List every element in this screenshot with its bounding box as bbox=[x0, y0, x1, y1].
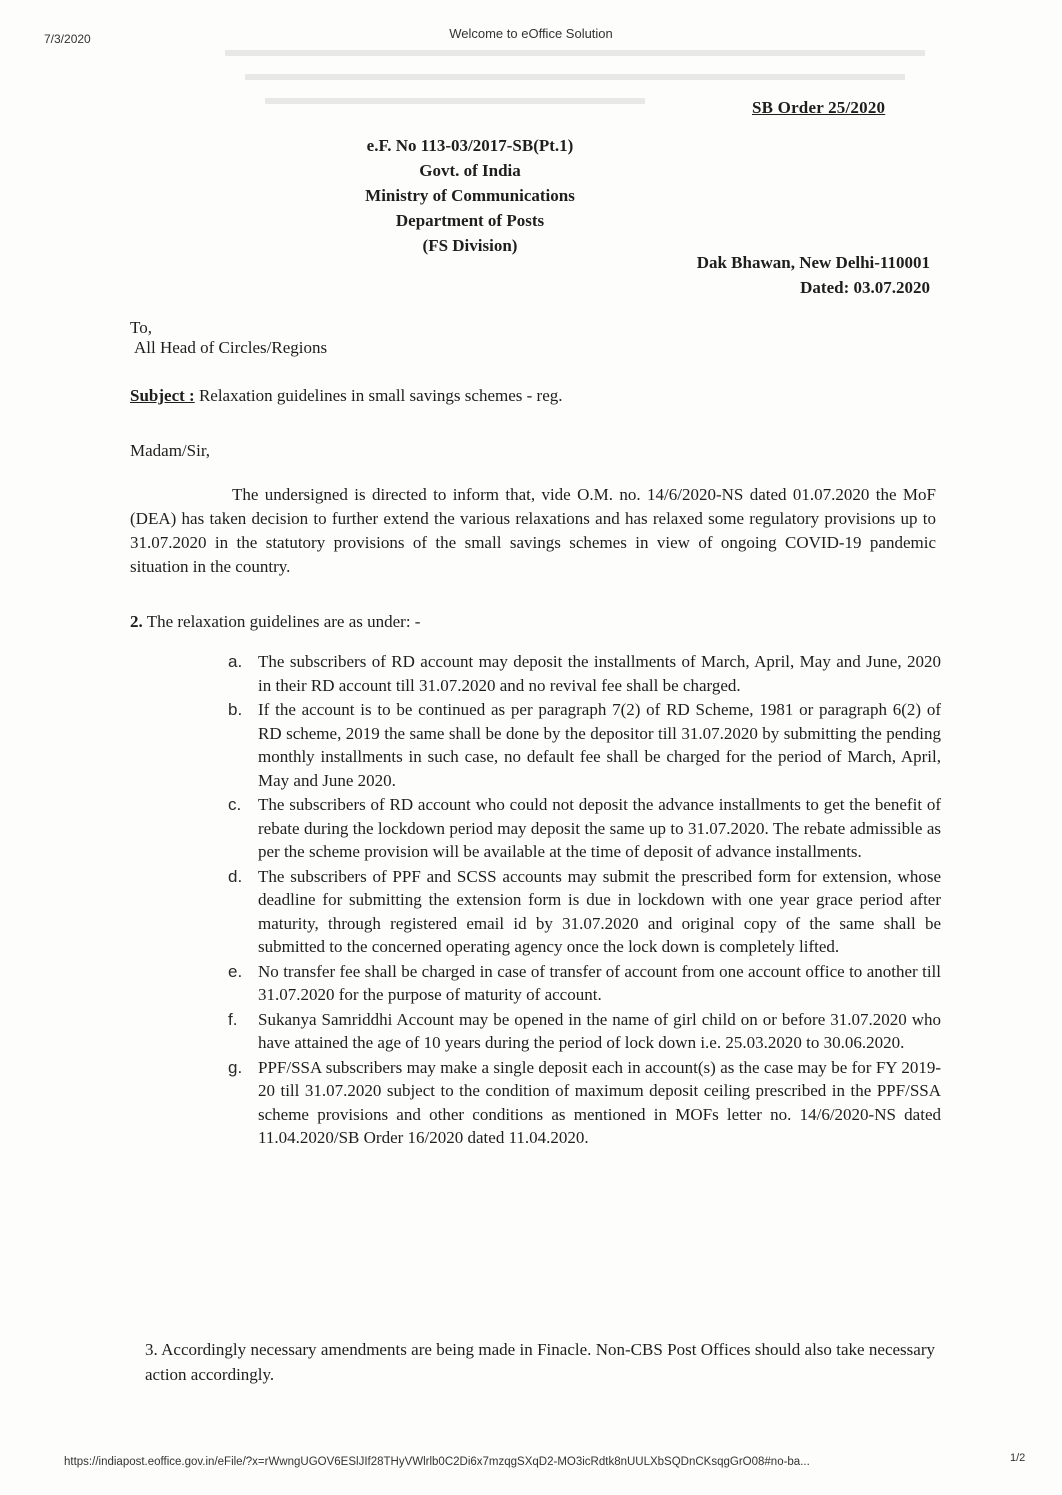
order-number: SB Order 25/2020 bbox=[752, 98, 886, 117]
guideline-marker: e. bbox=[228, 961, 243, 981]
guideline-text: The subscribers of RD account who could not deposit the advance installments to get the benefit of rebate during the lockdown period may deposit the same up to 31.07.2020. The rebate admissible as per the scheme provision will be available at the time of deposit of advance installments. bbox=[258, 795, 941, 861]
guideline-item bbox=[228, 960, 941, 1007]
bleed-line bbox=[265, 98, 645, 104]
guideline-marker: f. bbox=[228, 1009, 238, 1029]
guideline-text: The subscribers of PPF and SCSS accounts may submit the prescribed form for extension, whose deadline for submitting the extension form is due in lockdown with one year grace period after maturity, through registered email id by 31.07.2020 and original copy of the same shall be submitted to the concerned operating agency once the lock down is completely lifted. bbox=[258, 866, 941, 956]
guideline-item bbox=[228, 698, 941, 792]
guideline-marker: a. bbox=[228, 652, 243, 671]
paragraph-2-text: The relaxation guidelines are as under: - bbox=[142, 612, 421, 631]
guideline-text: No transfer fee shall be charged in case of transfer of account from one account office to another till 31.07.2020 for the purpose of maturity of account. bbox=[258, 961, 941, 1004]
footer-url: https://indiapost.eoffice.gov.in/eFile/?x=rWwngUGOV6ESlJIf28THyVWlrlb0C2Di6x7mzqgSXqD2-MO3icRdtk8nUULXbSQDnCKsqgGrO08#no-ba... bbox=[64, 1456, 810, 1468]
guideline-item bbox=[228, 1056, 941, 1150]
guideline-marker: d. bbox=[228, 866, 243, 886]
guideline-item bbox=[228, 650, 941, 697]
guideline-text: The subscribers of RD account may deposit the installments of March, April, May and June, 2020 in their RD account till 31.07.2020 and no revival fee shall be charged. bbox=[258, 652, 941, 695]
place-line: Dak Bhawan, New Delhi-110001 bbox=[696, 253, 930, 272]
addressee: All Head of Circles/Regions bbox=[134, 338, 328, 357]
guideline-marker: b. bbox=[228, 700, 243, 719]
bleed-line bbox=[245, 74, 905, 80]
subject-text: Relaxation guidelines in small savings schemes - reg. bbox=[194, 386, 563, 405]
paragraph-3: 3. Accordingly necessary amendments are being made in Finacle. Non-CBS Post Offices should also take necessary action accordingly. bbox=[145, 1340, 935, 1384]
letterhead bbox=[260, 133, 680, 258]
guideline-marker: g. bbox=[228, 1057, 243, 1077]
guideline-text: If the account is to be continued as per paragraph 7(2) of RD Scheme, 1981 or paragraph 6(2) of RD scheme, 2019 the same shall be done by the depositor till 31.07.2020 by submitting the pending monthly installments in such case, no default fee shall be charged for the period of March, April, May and June 2020. bbox=[258, 700, 941, 790]
paragraph-2-number: 2. bbox=[130, 612, 143, 631]
guideline-item bbox=[228, 865, 941, 959]
ministry-line: Ministry of Communications bbox=[365, 186, 575, 205]
page-number: 1/2 bbox=[1010, 1452, 1026, 1464]
subject-label: Subject : bbox=[130, 386, 195, 405]
date-line: Dated: 03.07.2020 bbox=[800, 278, 930, 297]
guideline-item bbox=[228, 1008, 941, 1055]
paragraph-1: The undersigned is directed to inform that, vide O.M. no. 14/6/2020-NS dated 01.07.2020 the MoF (DEA) has taken decision to further extend the various relaxations and has relaxed some regulatory provisions up to 31.07.2020 in the statutory provisions of the small savings schemes in view of ongoing COVID-19 pandemic situation in the country. bbox=[130, 485, 936, 576]
place-date-block bbox=[620, 250, 930, 300]
subject-line bbox=[130, 386, 563, 406]
guidelines-list bbox=[228, 650, 941, 1151]
print-title: Welcome to eOffice Solution bbox=[449, 26, 613, 41]
guideline-item bbox=[228, 793, 941, 864]
guideline-text: Sukanya Samriddhi Account may be opened in the name of girl child on or before 31.07.2020 who have attained the age of 10 years during the period of lock down i.e. 25.03.2020 to 30.06.2020. bbox=[258, 1009, 941, 1052]
bleed-line bbox=[225, 50, 925, 56]
to-label: To, bbox=[130, 318, 152, 337]
guideline-text: PPF/SSA subscribers may make a single deposit each in account(s) as the case may be for FY 2019-20 till 31.07.2020 subject to the condition of maximum deposit ceiling prescribed in the PPF/SSA scheme provisions and other conditions as mentioned in MOFs letter no. 14/6/2020-NS dated 11.04.2020/SB Order 16/2020 dated 11.04.2020. bbox=[258, 1057, 941, 1147]
file-number: e.F. No 113-03/2017-SB(Pt.1) bbox=[366, 136, 574, 155]
paragraph-2 bbox=[130, 612, 420, 632]
salutation: Madam/Sir, bbox=[130, 441, 211, 460]
print-date: 7/3/2020 bbox=[44, 32, 91, 46]
department-line: Department of Posts bbox=[395, 211, 545, 230]
division-line: (FS Division) bbox=[422, 236, 518, 255]
guideline-marker: c. bbox=[228, 795, 242, 814]
govt-line: Govt. of India bbox=[419, 161, 521, 180]
